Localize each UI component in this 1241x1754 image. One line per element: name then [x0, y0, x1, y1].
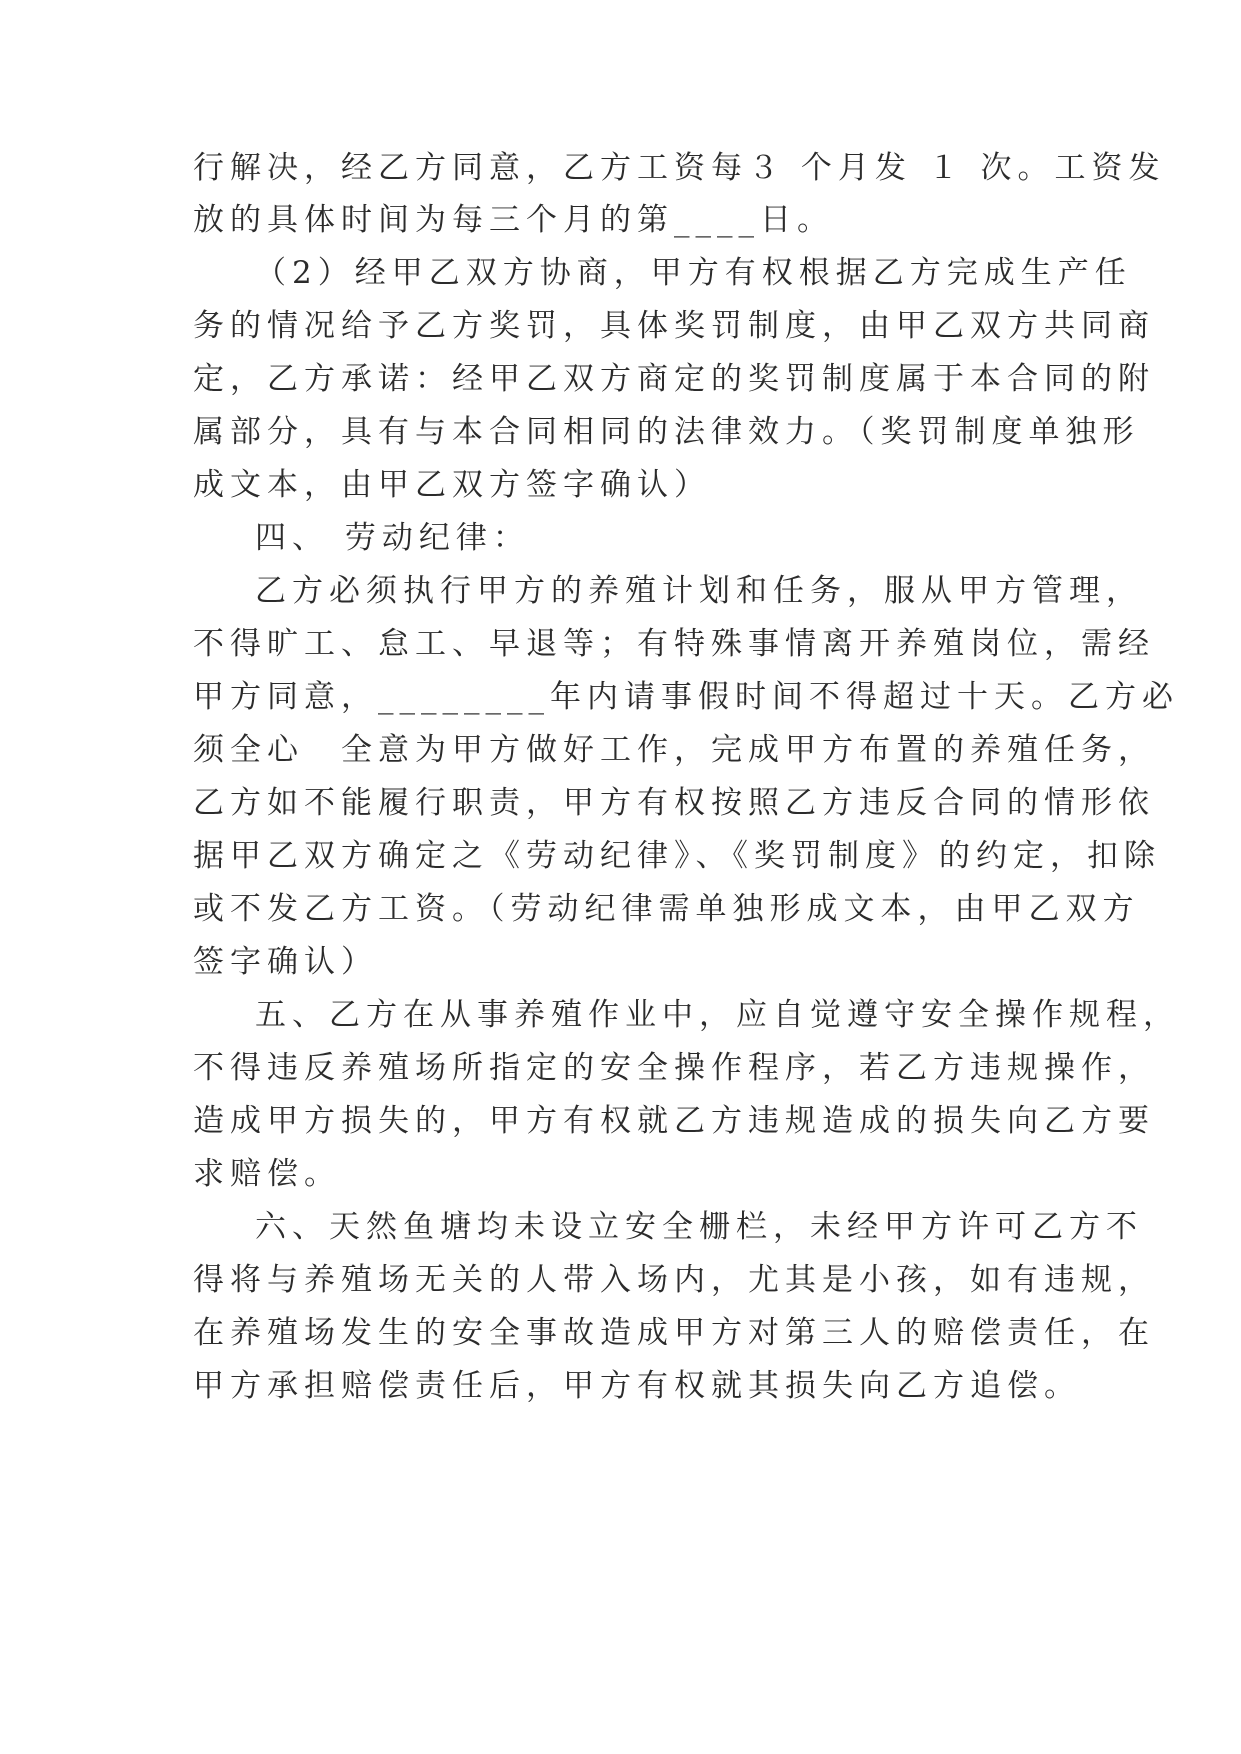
body-text-line: 求赔偿。 [193, 1156, 341, 1192]
body-text-line: 签字确认） [193, 944, 378, 980]
body-text-line: 务的情况给予乙方奖罚，具体奖罚制度，由甲乙双方共同商 [193, 308, 1155, 344]
body-text-line: （2）经甲乙双方协商，甲方有权根据乙方完成生产任 [255, 255, 1132, 291]
body-text-line: 放的具体时间为每三个月的第____日。 [193, 202, 834, 238]
body-text-line: 甲方承担赔偿责任后，甲方有权就其损失向乙方追偿。 [193, 1368, 1081, 1404]
body-text-line: 成文本，由甲乙双方签字确认） [193, 467, 711, 503]
body-text-line: 须全心 全意为甲方做好工作，完成甲方布置的养殖任务， [193, 732, 1155, 768]
body-text-line: 在养殖场发生的安全事故造成甲方对第三人的赔偿责任，在 [193, 1315, 1155, 1351]
body-text-line: 乙方如不能履行职责，甲方有权按照乙方违反合同的情形依 [193, 785, 1155, 821]
body-text-line: 不得旷工、怠工、早退等；有特殊事情离开养殖岗位，需经 [193, 626, 1155, 662]
body-text-line: 行解决，经乙方同意，乙方工资每３ 个月发 １ 次。工资发 [193, 150, 1166, 186]
section-heading: 六、天然鱼塘均未设立安全栅栏，未经甲方许可乙方不 [255, 1209, 1143, 1245]
body-text-line: 据甲乙双方确定之《劳动纪律》、《奖罚制度》的约定，扣除 [193, 838, 1161, 874]
body-text-line: 得将与养殖场无关的人带入场内，尤其是小孩，如有违规， [193, 1262, 1155, 1298]
body-text-line: 不得违反养殖场所指定的安全操作程序，若乙方违规操作， [193, 1050, 1155, 1086]
section-heading: 四、 劳动纪律： [255, 520, 530, 556]
body-text-line: 属部分，具有与本合同相同的法律效力。（奖罚制度单独形 [193, 414, 1140, 450]
body-text-line: 定，乙方承诺：经甲乙双方商定的奖罚制度属于本合同的附 [193, 361, 1155, 397]
section-heading: 五、乙方在从事养殖作业中，应自觉遵守安全操作规程， [255, 997, 1180, 1033]
body-text-line: 或不发乙方工资。（劳动纪律需单独形成文本，由甲乙双方 [193, 891, 1140, 927]
body-text-line: 造成甲方损失的，甲方有权就乙方违规造成的损失向乙方要 [193, 1103, 1155, 1139]
body-text-line: 甲方同意，________年内请事假时间不得超过十天。乙方必 [193, 679, 1179, 715]
body-text-line: 乙方必须执行甲方的养殖计划和任务，服从甲方管理， [255, 573, 1143, 609]
